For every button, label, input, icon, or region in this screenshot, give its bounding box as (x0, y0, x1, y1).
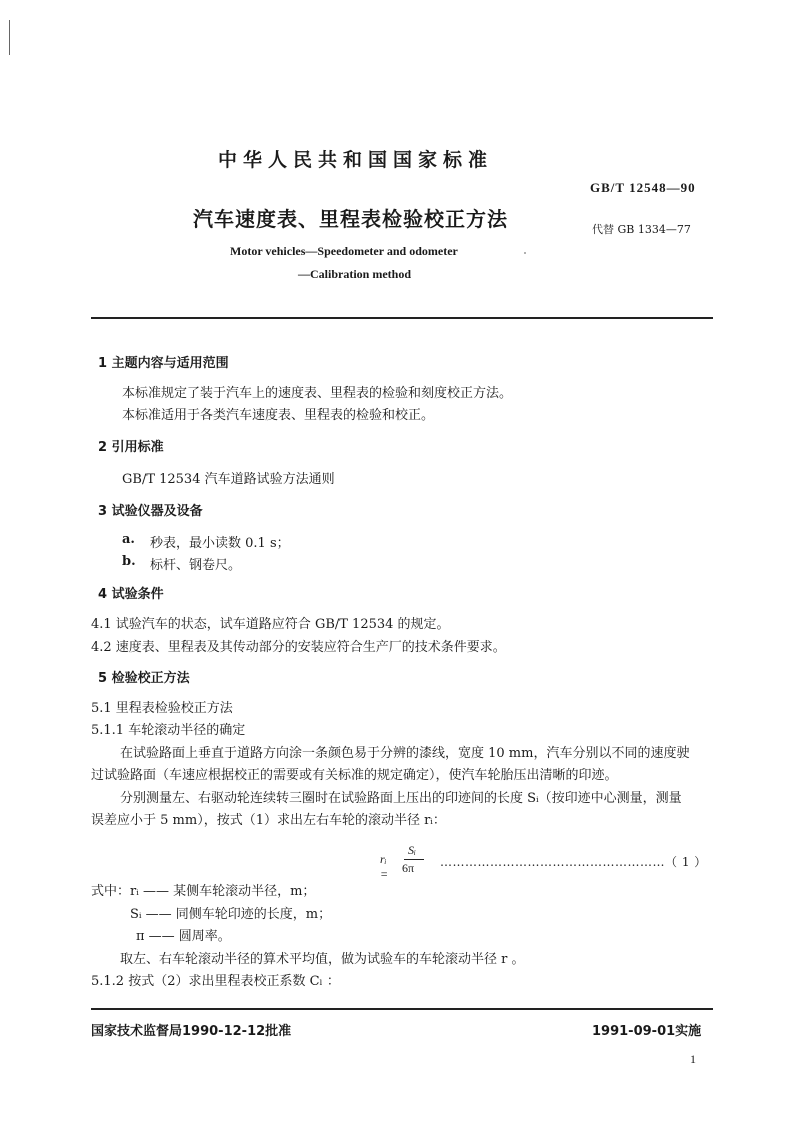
formula-1-fraction-bar (404, 859, 424, 860)
section-3-item-b: 标杆、钢卷尺。 (150, 558, 242, 573)
footer-divider (91, 1008, 713, 1010)
section-1-heading: 1 主题内容与适用范围 (98, 356, 229, 371)
section-1-paragraph-2: 本标准适用于各类汽车速度表、里程表的检验和校正。 (122, 408, 435, 423)
national-standard-heading: 中华人民共和国国家标准 (218, 149, 494, 171)
clause-5-1-1-paragraph-1-line-1: 在试验路面上垂直于道路方向涂一条颜色易于分辨的漆线，宽度 10 mm，汽车分别以不同的速度驶 (120, 746, 690, 761)
approval-date: 国家技术监督局1990-12-12批准 (91, 1024, 292, 1039)
clause-5-1-1: 5.1.1 车轮滚动半径的确定 (91, 723, 246, 738)
formula-1-numerator: Sᵢ (408, 843, 416, 857)
clause-5-1-1-paragraph-3: 取左、右车轮滚动半径的算术平均值，做为试验车的车轮滚动半径 r 。 (120, 952, 525, 967)
section-2-heading: 2 引用标准 (98, 440, 164, 455)
section-4-heading: 4 试验条件 (98, 587, 164, 602)
header-divider (91, 317, 713, 319)
page-number: 1 (690, 1052, 696, 1066)
formula-where-3: π —— 圆周率。 (136, 929, 231, 944)
formula-where-1: 式中：rᵢ —— 某侧车轮滚动半径，m； (91, 884, 316, 899)
section-1-paragraph-1: 本标准规定了装于汽车上的速度表、里程表的检验和刻度校正方法。 (122, 386, 513, 401)
formula-where-2: Sᵢ —— 同侧车轮印迹的长度，m； (130, 907, 332, 922)
section-5-heading: 5 检验校正方法 (98, 671, 190, 686)
clause-5-1: 5.1 里程表检验校正方法 (91, 701, 233, 716)
standard-number: GB/T 12548—90 (590, 180, 696, 195)
section-3-item-b-label: b. (122, 554, 136, 569)
document-title-en-line2: —Calibration method (298, 267, 412, 281)
clause-4-2: 4.2 速度表、里程表及其传动部分的安装应符合生产厂的技术条件要求。 (91, 640, 506, 655)
section-2-reference: GB/T 12534 汽车道路试验方法通则 (122, 472, 335, 487)
section-3-item-a-label: a. (122, 532, 135, 547)
formula-1-denominator: 6π (402, 861, 415, 875)
clause-5-1-1-paragraph-2-line-1: 分别测量左、右驱动轮连续转三圈时在试验路面上压出的印迹间的长度 Sᵢ（按印迹中心测量，测量 (120, 791, 682, 806)
clause-4-1: 4.1 试验汽车的状态，试车道路应符合 GB/T 12534 的规定。 (91, 617, 450, 632)
section-3-heading: 3 试验仪器及设备 (98, 504, 203, 519)
scan-edge-mark (9, 20, 10, 55)
clause-5-1-1-paragraph-1-line-2: 过试验路面（车速应根据校正的需要或有关标准的规定确定），使汽车轮胎压出清晰的印迹。 (91, 768, 618, 783)
document-title-cn: 汽车速度表、里程表检验校正方法 (193, 207, 508, 231)
scan-speck (524, 252, 526, 254)
formula-1-lhs: rᵢ = (380, 852, 389, 881)
formula-1-leader-and-number: ………………………………………………（ 1 ） (440, 855, 707, 869)
replaces-standard: 代替 GB 1334—77 (592, 223, 691, 236)
clause-5-1-1-paragraph-2-line-2: 误差应小于 5 mm），按式（1）求出左右车轮的滚动半径 rᵢ： (91, 813, 446, 828)
clause-5-1-2: 5.1.2 按式（2）求出里程表校正系数 Cₗ ： (91, 974, 340, 989)
document-title-en-line1: Motor vehicles—Speedometer and odometer (230, 244, 458, 258)
section-3-item-a: 秒表，最小读数 0.1 s； (150, 536, 290, 551)
effective-date: 1991-09-01实施 (592, 1024, 702, 1039)
